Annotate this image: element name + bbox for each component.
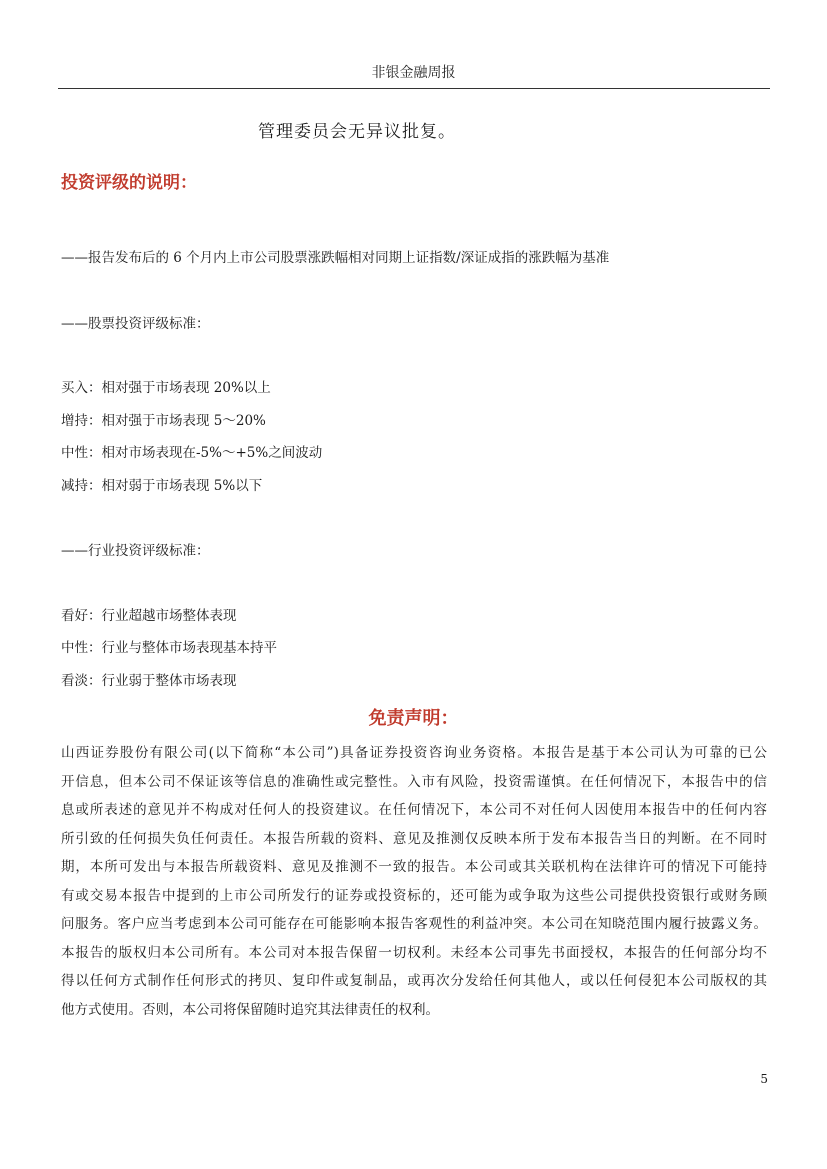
disclaimer-line: 所引致的任何损失负任何责任。本报告所载的资料、意见及推测仅反映本所于发布本报告当日的判断。在不同时 <box>61 830 767 847</box>
disclaimer-paragraph <box>61 739 767 1024</box>
stock-standard-title: ——股票投资评级标准： <box>61 316 210 332</box>
disclaimer-line: 期，本所可发出与本报告所载资料、意见及推测不一致的报告。本公司或其关联机构在法律许可的情况下可能持 <box>61 859 767 875</box>
header-divider <box>58 88 770 89</box>
disclaimer-line: 得以任何方式制作任何形式的拷贝、复印件或复制品，或再次分发给任何其他人，或以任何侵犯本公司版权的其 <box>61 973 767 989</box>
stock-rating-neutral: 中性：相对市场表现在-5%～+5%之间波动 <box>61 445 323 461</box>
stock-rating-underweight: 减持：相对弱于市场表现 5%以下 <box>61 478 263 494</box>
disclaimer-heading: 免责声明： <box>368 708 459 729</box>
disclaimer-line: 本报告的版权归本公司所有。本公司对本报告保留一切权利。未经本公司事先书面授权，本报告的任何部分均不 <box>61 944 767 961</box>
rating-section-heading: 投资评级的说明： <box>61 173 197 193</box>
page-number: 5 <box>760 1072 768 1086</box>
page-header-title: 非银金融周报 <box>371 65 456 81</box>
stock-rating-buy: 买入：相对强于市场表现 20%以上 <box>61 380 271 396</box>
industry-rating-positive: 看好：行业超越市场整体表现 <box>61 608 237 624</box>
disclaimer-line: 问服务。客户应当考虑到本公司可能存在可能影响本报告客观性的利益冲突。本公司在知晓范围内履行披露义务。 <box>61 916 767 932</box>
disclaimer-line: 他方式使用。否则，本公司将保留随时追究其法律责任的权利。 <box>61 1001 439 1018</box>
disclaimer-line: 息或所表述的意见并不构成对任何人的投资建议。在任何情况下，本公司不对任何人因使用本报告中的任何内容 <box>61 802 767 818</box>
industry-standard-title: ——行业投资评级标准： <box>61 543 210 559</box>
disclaimer-line: 有或交易本报告中提到的上市公司所发行的证券或投资标的，还可能为或争取为这些公司提供投资银行或财务顾 <box>61 887 767 904</box>
industry-rating-negative: 看淡：行业弱于整体市场表现 <box>61 673 237 689</box>
disclaimer-line: 开信息，但本公司不保证该等信息的准确性或完整性。入市有风险，投资需谨慎。在任何情况下，本报告中的信 <box>61 773 767 790</box>
approval-text: 管理委员会无异议批复。 <box>258 122 456 142</box>
rating-basis: ——报告发布后的 6 个月内上市公司股票涨跌幅相对同期上证指数/深证成指的涨跌幅为基准 <box>61 250 610 266</box>
disclaimer-line: 山西证券股份有限公司(以下简称“本公司”)具备证券投资咨询业务资格。本报告是基于本公司认为可靠的已公 <box>61 745 767 761</box>
industry-rating-neutral: 中性：行业与整体市场表现基本持平 <box>61 640 277 656</box>
stock-rating-overweight: 增持：相对强于市场表现 5～20% <box>61 413 266 429</box>
